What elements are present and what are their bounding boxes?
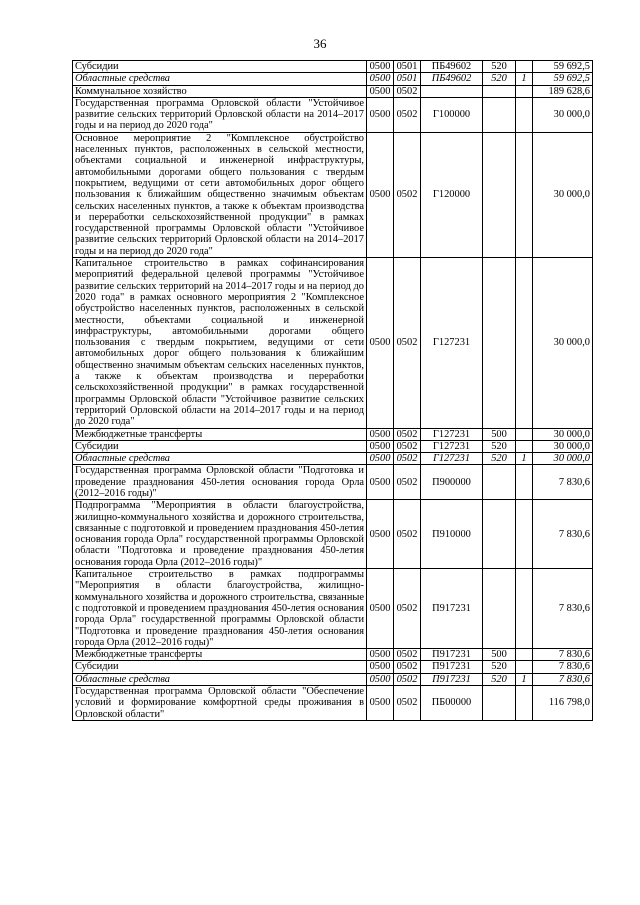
row-amount: 7 830,6	[533, 500, 593, 569]
row-name: Капитальное строительство в рамках софинансирования мероприятий федеральной целевой программы "Устойчивое развитие сельских территорий на 2014–2017 годы и на период до 2020 года" в рамках основного мероприятия 2 "Комплексное обустройство населенных пунктов, расположенных в сельской местности, объектами социальной и инженерной инфраструктуры, автомобильными дорогами общего пользования с твердым покрытием, ведущими от сети автомобильных дорог общего пользования к ближайшим общественно значимым объектам сельских населенных пунктов, а также к объектам производства и переработки сельскохозяйственной продукции" в рамках государственной программы Орловской области "Устойчивое развитие сельских территорий Орловской области на 2014–2017 годы и на период до 2020 года"	[73, 258, 367, 428]
row-target-code: П900000	[421, 465, 483, 500]
row-section-code: 0500	[367, 132, 394, 257]
table-row	[73, 661, 593, 673]
row-fund-code	[516, 428, 533, 440]
row-name: Межбюджетные трансферты	[73, 428, 367, 440]
row-subsection-code: 0502	[394, 500, 421, 569]
row-section-code: 0500	[367, 686, 394, 721]
row-name: Государственная программа Орловской области "Подготовка и проведение празднования 450-летия основания города Орла (2012–2016 годы)"	[73, 465, 367, 500]
row-section-code: 0500	[367, 97, 394, 132]
row-section-code: 0500	[367, 428, 394, 440]
row-name: Субсидии	[73, 661, 367, 673]
row-expense-type: 520	[483, 673, 516, 685]
table-row	[73, 500, 593, 569]
row-expense-type	[483, 569, 516, 649]
row-expense-type	[483, 465, 516, 500]
row-target-code: П917231	[421, 569, 483, 649]
row-expense-type: 500	[483, 649, 516, 661]
row-fund-code	[516, 97, 533, 132]
row-name: Межбюджетные трансферты	[73, 649, 367, 661]
row-fund-code	[516, 85, 533, 97]
row-fund-code	[516, 649, 533, 661]
row-expense-type	[483, 686, 516, 721]
row-target-code: ПБ49602	[421, 73, 483, 85]
row-section-code: 0500	[367, 569, 394, 649]
row-section-code: 0500	[367, 73, 394, 85]
row-expense-type	[483, 258, 516, 428]
row-fund-code	[516, 686, 533, 721]
row-section-code: 0500	[367, 440, 394, 452]
row-subsection-code: 0501	[394, 73, 421, 85]
row-target-code	[421, 85, 483, 97]
row-subsection-code: 0502	[394, 258, 421, 428]
row-amount: 30 000,0	[533, 453, 593, 465]
table-row	[73, 569, 593, 649]
row-section-code: 0500	[367, 258, 394, 428]
row-fund-code	[516, 500, 533, 569]
row-name: Областные средства	[73, 673, 367, 685]
row-subsection-code: 0502	[394, 465, 421, 500]
row-amount: 30 000,0	[533, 97, 593, 132]
row-expense-type	[483, 500, 516, 569]
row-name: Государственная программа Орловской области "Устойчивое развитие сельских территорий Орловской области на 2014–2017 годы и на период до 2020 года"	[73, 97, 367, 132]
row-target-code: Г127231	[421, 258, 483, 428]
row-amount: 189 628,6	[533, 85, 593, 97]
row-section-code: 0500	[367, 661, 394, 673]
budget-table	[72, 60, 593, 721]
table-row	[73, 686, 593, 721]
row-name: Субсидии	[73, 61, 367, 73]
row-name: Коммунальное хозяйство	[73, 85, 367, 97]
row-fund-code	[516, 569, 533, 649]
row-section-code: 0500	[367, 649, 394, 661]
table-row	[73, 465, 593, 500]
row-target-code: П910000	[421, 500, 483, 569]
row-amount: 30 000,0	[533, 428, 593, 440]
row-amount: 7 830,6	[533, 661, 593, 673]
table-row	[73, 61, 593, 73]
table-row	[73, 97, 593, 132]
table-row	[73, 132, 593, 257]
row-subsection-code: 0502	[394, 686, 421, 721]
row-expense-type: 520	[483, 73, 516, 85]
table-row	[73, 258, 593, 428]
row-fund-code: 1	[516, 73, 533, 85]
table-row	[73, 73, 593, 85]
budget-table-body	[73, 61, 593, 721]
row-amount: 30 000,0	[533, 258, 593, 428]
row-target-code: Г120000	[421, 132, 483, 257]
table-row	[73, 85, 593, 97]
row-expense-type	[483, 85, 516, 97]
table-row	[73, 649, 593, 661]
row-name: Подпрограмма "Мероприятия в области благоустройства, жилищно-коммунального хозяйства и дорожного строительства, связанные с подготовкой и проведением празднования 450-летия основания города Орла" государственной программы Орловской области "Подготовка и проведение празднования 450-летия основания города Орла (2012–2016 годы)"	[73, 500, 367, 569]
row-subsection-code: 0502	[394, 673, 421, 685]
row-target-code: Г100000	[421, 97, 483, 132]
row-section-code: 0500	[367, 673, 394, 685]
row-amount: 7 830,6	[533, 569, 593, 649]
row-section-code: 0500	[367, 465, 394, 500]
row-expense-type: 520	[483, 453, 516, 465]
row-name: Областные средства	[73, 453, 367, 465]
row-fund-code	[516, 661, 533, 673]
row-target-code: Г127231	[421, 428, 483, 440]
row-fund-code	[516, 132, 533, 257]
row-target-code: П917231	[421, 649, 483, 661]
row-amount: 59 692,5	[533, 61, 593, 73]
row-amount: 59 692,5	[533, 73, 593, 85]
row-subsection-code: 0502	[394, 97, 421, 132]
row-fund-code: 1	[516, 673, 533, 685]
row-section-code: 0500	[367, 85, 394, 97]
row-target-code: ПБ49602	[421, 61, 483, 73]
row-name: Капитальное строительство в рамках подпрограммы "Мероприятия в области благоустройства, жилищно-коммунального хозяйства и дорожного строительства, связанные с подготовкой и проведением празднования 450-летия основания города Орла" государственной программы Орловской области "Подготовка и проведение празднования 450-летия основания города Орла (2012–2016 годы)"	[73, 569, 367, 649]
row-name: Государственная программа Орловской области "Обеспечение условий и формирование комфортной среды проживания в Орловской области"	[73, 686, 367, 721]
table-row	[73, 453, 593, 465]
row-expense-type: 520	[483, 61, 516, 73]
table-row	[73, 440, 593, 452]
row-expense-type: 520	[483, 661, 516, 673]
row-subsection-code: 0502	[394, 453, 421, 465]
row-fund-code	[516, 258, 533, 428]
row-name: Субсидии	[73, 440, 367, 452]
row-expense-type: 500	[483, 428, 516, 440]
row-subsection-code: 0502	[394, 428, 421, 440]
row-fund-code	[516, 465, 533, 500]
row-subsection-code: 0502	[394, 85, 421, 97]
row-subsection-code: 0502	[394, 569, 421, 649]
row-section-code: 0500	[367, 453, 394, 465]
row-subsection-code: 0502	[394, 649, 421, 661]
row-expense-type: 520	[483, 440, 516, 452]
row-subsection-code: 0502	[394, 661, 421, 673]
row-fund-code	[516, 61, 533, 73]
row-expense-type	[483, 132, 516, 257]
row-target-code: Г127231	[421, 440, 483, 452]
row-target-code: П917231	[421, 673, 483, 685]
row-name: Областные средства	[73, 73, 367, 85]
row-amount: 7 830,6	[533, 673, 593, 685]
row-name: Основное мероприятие 2 "Комплексное обустройство населенных пунктов, расположенных в сельской местности, объектами социальной и инженерной инфраструктуры, автомобильными дорогами общего пользования с твердым покрытием, ведущими от сети автомобильных дорог общего пользования к ближайшим общественно значимым объектам сельских населенных пунктов, а также к объектам производства и переработки сельскохозяйственной продукции" в рамках государственной программы Орловской области "Устойчивое развитие сельских территорий Орловской области на 2014–2017 годы и на период до 2020 года"	[73, 132, 367, 257]
row-section-code: 0500	[367, 61, 394, 73]
row-amount: 7 830,6	[533, 465, 593, 500]
row-fund-code: 1	[516, 453, 533, 465]
row-subsection-code: 0502	[394, 132, 421, 257]
row-target-code: П917231	[421, 661, 483, 673]
row-subsection-code: 0502	[394, 440, 421, 452]
row-expense-type	[483, 97, 516, 132]
row-amount: 116 798,0	[533, 686, 593, 721]
row-amount: 7 830,6	[533, 649, 593, 661]
row-amount: 30 000,0	[533, 132, 593, 257]
table-row	[73, 428, 593, 440]
row-target-code: ПБ00000	[421, 686, 483, 721]
table-row	[73, 673, 593, 685]
page-number: 36	[313, 36, 327, 51]
row-amount: 30 000,0	[533, 440, 593, 452]
row-subsection-code: 0501	[394, 61, 421, 73]
row-section-code: 0500	[367, 500, 394, 569]
row-target-code: Г127231	[421, 453, 483, 465]
row-fund-code	[516, 440, 533, 452]
